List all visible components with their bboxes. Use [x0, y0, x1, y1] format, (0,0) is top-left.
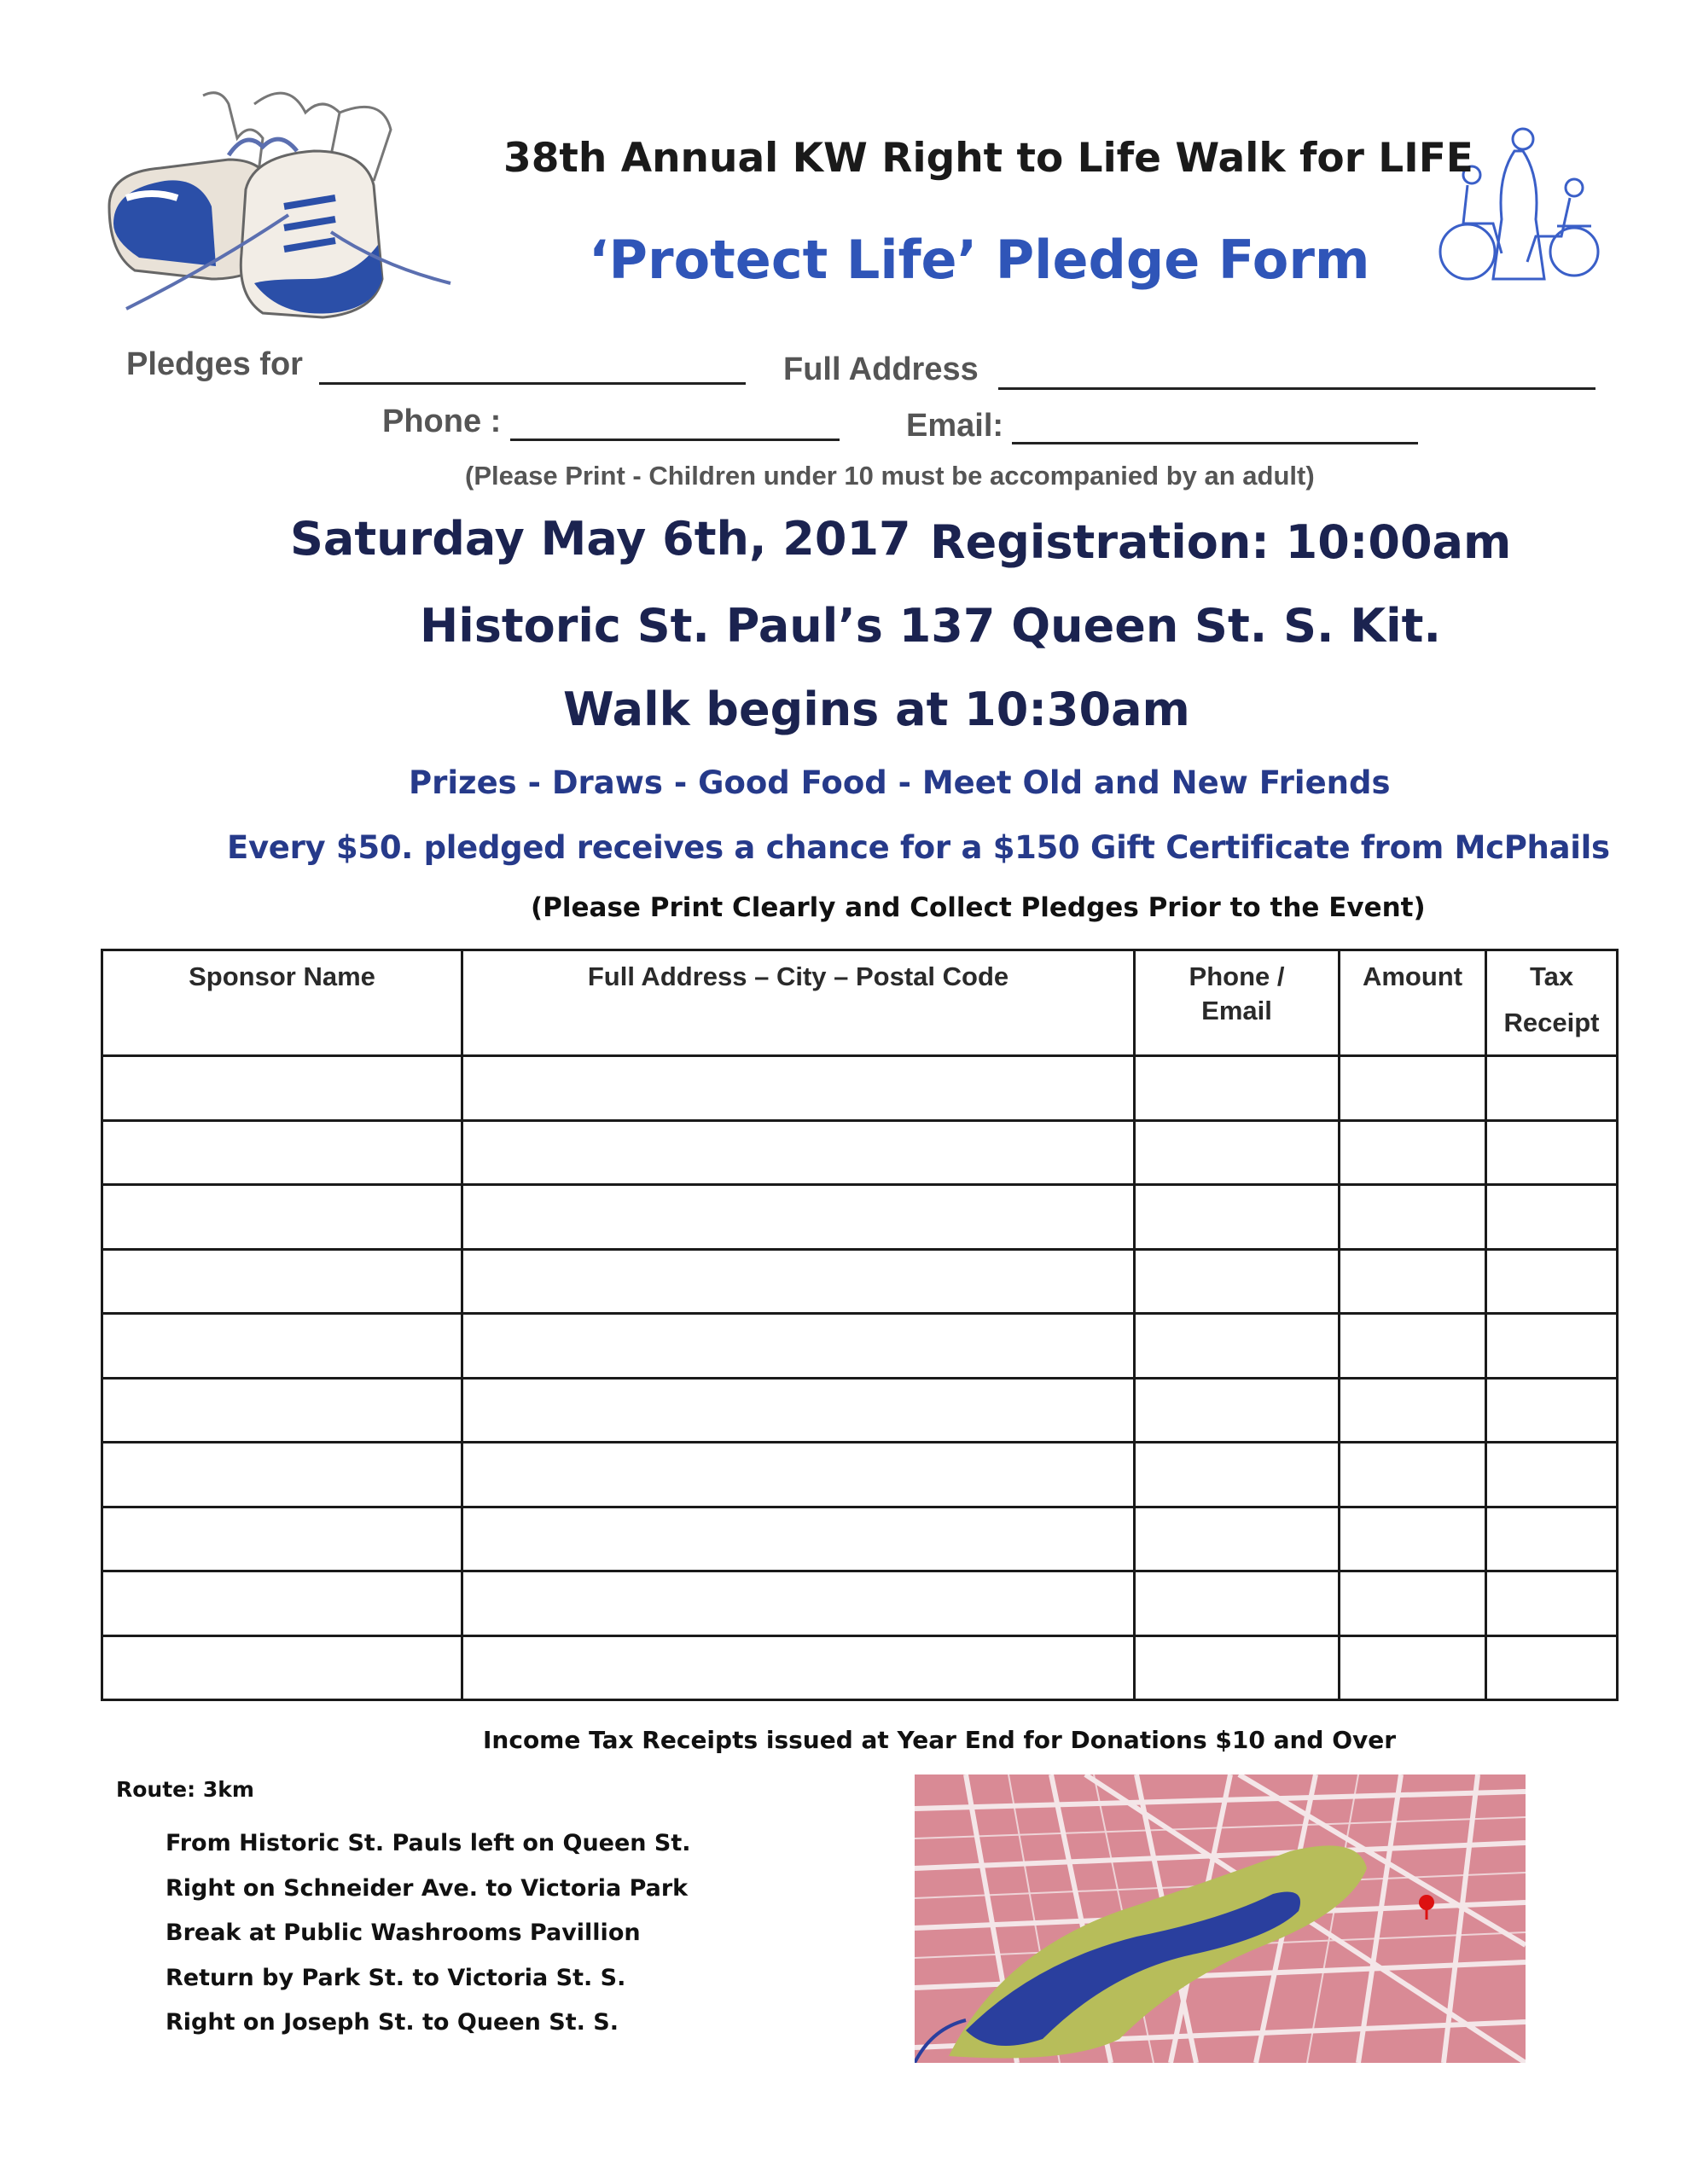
phone-email-cell[interactable] [1135, 1185, 1340, 1250]
address-cell[interactable] [462, 1314, 1135, 1379]
amount-cell[interactable] [1340, 1056, 1486, 1121]
address-cell[interactable] [462, 1378, 1135, 1443]
table-row [102, 1507, 1618, 1571]
pledge-table [101, 949, 1619, 1701]
table-row [102, 1249, 1618, 1314]
sponsor-name-cell[interactable] [102, 1056, 462, 1121]
tax-receipt-cell[interactable] [1486, 1507, 1618, 1571]
phone-label: Phone : [382, 404, 502, 439]
sponsor-name-cell[interactable] [102, 1378, 462, 1443]
email-field[interactable] [1012, 442, 1418, 444]
amount-header: Amount [1340, 950, 1486, 1056]
phone-email-header: Phone / Email [1135, 950, 1340, 1056]
phone-email-cell[interactable] [1135, 1314, 1340, 1379]
tax-receipt-cell[interactable] [1486, 1185, 1618, 1250]
full-address-field[interactable] [998, 387, 1595, 390]
amount-cell[interactable] [1340, 1249, 1486, 1314]
tax-receipt-cell[interactable] [1486, 1378, 1618, 1443]
sneakers-icon [101, 78, 476, 334]
route-steps [166, 1821, 691, 2046]
table-row [102, 1185, 1618, 1250]
event-date: Saturday May 6th, 2017 [290, 512, 911, 566]
collect-note: (Please Print Clearly and Collect Pledges Prior to the Event) [531, 892, 1426, 923]
route-step: Right on Joseph St. to Queen St. S. [166, 2009, 619, 2036]
route-title: Route: 3km [116, 1777, 254, 1802]
address-cell[interactable] [462, 1185, 1135, 1250]
sponsor-name-cell[interactable] [102, 1314, 462, 1379]
sponsor-name-cell[interactable] [102, 1443, 462, 1507]
route-step: Break at Public Washrooms Pavillion [166, 1920, 641, 1946]
sponsor-name-cell[interactable] [102, 1571, 462, 1636]
route-step: Right on Schneider Ave. to Victoria Park [166, 1874, 689, 1902]
phone-email-cell[interactable] [1135, 1378, 1340, 1443]
table-header-row [102, 950, 1618, 1056]
table-row [102, 1378, 1618, 1443]
phone-email-cell[interactable] [1135, 1056, 1340, 1121]
amount-cell[interactable] [1340, 1571, 1486, 1636]
route-step: Return by Park St. to Victoria St. S. [166, 1964, 626, 1991]
route-map [915, 1774, 1526, 2063]
tax-receipt-cell[interactable] [1486, 1443, 1618, 1507]
email-label: Email: [906, 408, 1004, 444]
tax-receipt-cell[interactable] [1486, 1635, 1618, 1700]
phone-email-cell[interactable] [1135, 1507, 1340, 1571]
form-title: 38th Annual KW Right to Life Walk for LIFE [503, 135, 1473, 182]
sponsor-name-cell[interactable] [102, 1249, 462, 1314]
address-cell[interactable] [462, 1249, 1135, 1314]
tax-receipt-header: Tax Receipt [1486, 950, 1618, 1056]
event-prize: Every $50. pledged receives a chance for a $150 Gift Certificate from McPhails [227, 829, 1610, 866]
sponsor-name-cell[interactable] [102, 1635, 462, 1700]
address-cell[interactable] [462, 1443, 1135, 1507]
amount-cell[interactable] [1340, 1507, 1486, 1571]
full-address-header: Full Address – City – Postal Code [462, 950, 1135, 1056]
tax-receipt-cell[interactable] [1486, 1314, 1618, 1379]
tax-receipt-cell[interactable] [1486, 1571, 1618, 1636]
pledges-for-label: Pledges for [126, 346, 303, 382]
pledges-for-field[interactable] [319, 382, 746, 385]
phone-email-cell[interactable] [1135, 1635, 1340, 1700]
phone-email-cell[interactable] [1135, 1571, 1340, 1636]
address-cell[interactable] [462, 1507, 1135, 1571]
tax-receipt-cell[interactable] [1486, 1056, 1618, 1121]
table-row [102, 1571, 1618, 1636]
sponsor-name-cell[interactable] [102, 1507, 462, 1571]
table-row [102, 1120, 1618, 1185]
address-cell[interactable] [462, 1120, 1135, 1185]
amount-cell[interactable] [1340, 1185, 1486, 1250]
sponsor-name-header: Sponsor Name [102, 950, 462, 1056]
tax-receipt-cell[interactable] [1486, 1120, 1618, 1185]
route-step: From Historic St. Pauls left on Queen St. [166, 1830, 691, 1856]
event-walk-start: Walk begins at 10:30am [563, 682, 1190, 736]
event-features: Prizes - Draws - Good Food - Meet Old and New Friends [409, 764, 1391, 801]
amount-cell[interactable] [1340, 1635, 1486, 1700]
tax-receipt-cell[interactable] [1486, 1249, 1618, 1314]
phone-email-cell[interactable] [1135, 1249, 1340, 1314]
event-location: Historic St. Paul’s 137 Queen St. S. Kit. [420, 599, 1441, 653]
amount-cell[interactable] [1340, 1314, 1486, 1379]
phone-email-cell[interactable] [1135, 1443, 1340, 1507]
address-cell[interactable] [462, 1056, 1135, 1121]
amount-cell[interactable] [1340, 1378, 1486, 1443]
full-address-label: Full Address [783, 351, 979, 387]
table-row [102, 1314, 1618, 1379]
phone-email-cell[interactable] [1135, 1120, 1340, 1185]
amount-cell[interactable] [1340, 1443, 1486, 1507]
address-cell[interactable] [462, 1571, 1135, 1636]
event-registration: Registration: 10:00am [930, 515, 1512, 569]
sponsor-name-cell[interactable] [102, 1120, 462, 1185]
table-row [102, 1056, 1618, 1121]
table-row [102, 1443, 1618, 1507]
phone-field[interactable] [510, 439, 840, 441]
tax-receipt-note: Income Tax Receipts issued at Year End for Donations $10 and Over [483, 1726, 1397, 1754]
print-note: (Please Print - Children under 10 must be accompanied by an adult) [465, 461, 1315, 491]
form-subtitle: ‘Protect Life’ Pledge Form [589, 229, 1370, 291]
sponsor-name-cell[interactable] [102, 1185, 462, 1250]
table-row [102, 1635, 1618, 1700]
amount-cell[interactable] [1340, 1120, 1486, 1185]
address-cell[interactable] [462, 1635, 1135, 1700]
